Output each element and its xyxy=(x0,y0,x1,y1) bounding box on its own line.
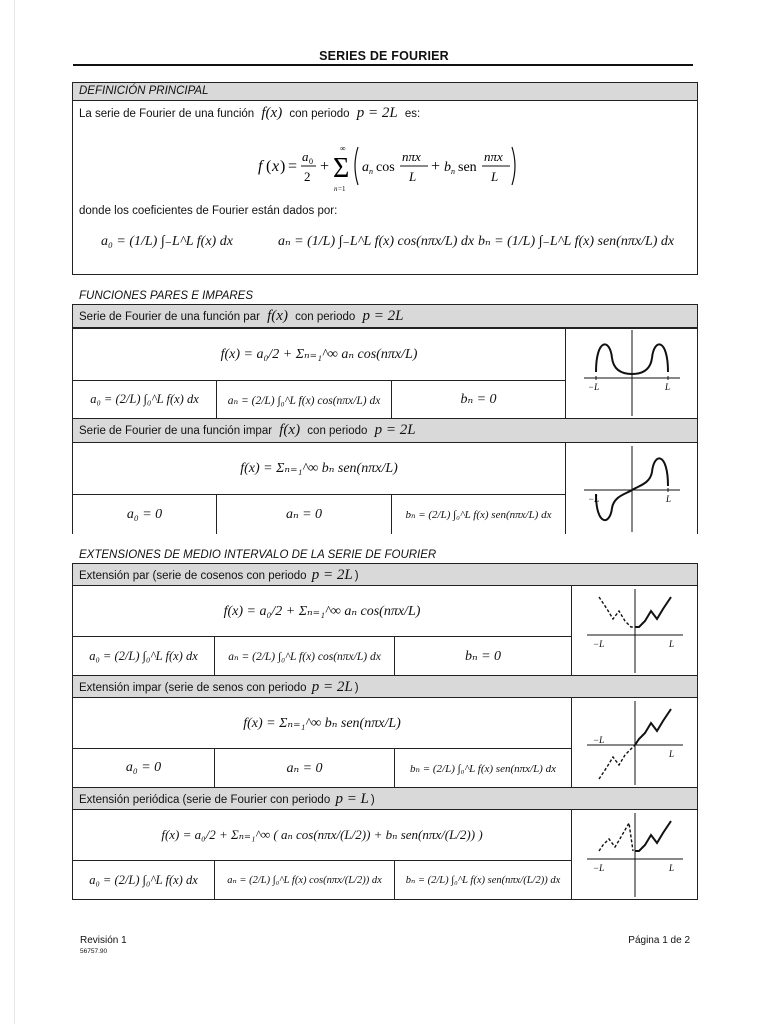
odd-ext-formula-cell: f(x) = Σₙ₌₁^∞ bₙ sen(nπx/L) xyxy=(72,697,572,749)
def-bn: bₙ = (1/L) ∫₋L^L f(x) sen(nπx/L) dx xyxy=(478,234,675,249)
odd-ext-a0-cell: a₀ = 0 xyxy=(72,748,215,788)
graph-label-pos: L xyxy=(668,862,674,873)
graph-label-pos: L xyxy=(668,638,674,649)
even-ext-graph-cell xyxy=(571,585,698,676)
half-range-section-title: EXTENSIONES DE MEDIO INTERVALO DE LA SERIE DE FOURIER xyxy=(79,549,437,561)
intro-func: f(x) xyxy=(261,105,283,121)
even-formula-cell: f(x) = a₀/2 + Σₙ₌₁^∞ aₙ cos(nπx/L) xyxy=(72,327,566,381)
odd-extension-graph xyxy=(585,699,685,787)
even-extension-graph xyxy=(585,587,685,675)
even-ext-formula-cell: f(x) = a₀/2 + Σₙ₌₁^∞ aₙ cos(nπx/L) xyxy=(72,585,572,637)
svg-text:=: = xyxy=(288,158,298,175)
svg-text:b: b xyxy=(444,160,451,175)
coefficients-text: donde los coeficientes de Fourier están dados por: xyxy=(79,205,338,217)
even-graph-cell xyxy=(565,327,698,419)
svg-text:a: a xyxy=(302,149,309,164)
odd-header: Serie de Fourier de una función impar f(x) con periodo p = 2L xyxy=(72,419,698,443)
svg-text:(: ( xyxy=(266,158,272,175)
graph-label-neg: −L xyxy=(592,734,604,745)
svg-text:sen: sen xyxy=(458,160,477,175)
even-ext-an-cell: aₙ = (2/L) ∫₀^L f(x) cos(nπx/L) dx xyxy=(214,636,395,676)
title-rule xyxy=(73,64,693,66)
odd-ext-header: Extensión impar (serie de senos con periodo p = 2L ) xyxy=(72,675,698,698)
footer-page-number: Página 1 de 2 xyxy=(628,935,690,946)
definition-header: DEFINICIÓN PRINCIPAL xyxy=(73,83,697,101)
def-a0: a₀ = (1/L) ∫₋L^L f(x) dx xyxy=(101,234,233,249)
def-an: aₙ = (1/L) ∫₋L^L f(x) cos(nπx/L) dx xyxy=(278,234,475,249)
odd-function-graph xyxy=(582,444,682,534)
graph-label-neg: −L xyxy=(592,638,604,649)
odd-bn-cell: bₙ = (2/L) ∫₀^L f(x) sen(nπx/L) dx xyxy=(391,494,566,534)
odd-a0-cell: a₀ = 0 xyxy=(72,494,217,534)
svg-text:n: n xyxy=(369,167,373,176)
graph-label-pos: L xyxy=(664,382,670,392)
svg-text:x: x xyxy=(272,158,280,175)
graph-label-neg: −L xyxy=(592,862,604,873)
periodic-ext-a0-cell: a₀ = (2/L) ∫₀^L f(x) dx xyxy=(72,860,215,900)
odd-ext-graph-cell xyxy=(571,697,698,788)
intro-period: p = 2L xyxy=(356,105,398,121)
even-header: Serie de Fourier de una función par f(x) con periodo p = 2L xyxy=(73,305,697,329)
graph-label-neg: −L xyxy=(587,493,599,504)
svg-text:nπx: nπx xyxy=(484,149,503,164)
even-function-graph xyxy=(582,328,682,418)
svg-text:): ) xyxy=(280,158,286,175)
even-ext-a0-cell: a₀ = (2/L) ∫₀^L f(x) dx xyxy=(72,636,215,676)
graph-label-neg: −L xyxy=(587,382,599,392)
even-odd-section-title: FUNCIONES PARES E IMPARES xyxy=(79,290,254,302)
even-ext-bn-cell: bₙ = 0 xyxy=(394,636,572,676)
svg-text:L: L xyxy=(491,169,499,184)
definition-intro: La serie de Fourier de una función f(x) con periodo p = 2L es: xyxy=(79,105,421,121)
odd-ext-an-cell: aₙ = 0 xyxy=(214,748,395,788)
graph-label-pos: L xyxy=(668,748,674,759)
even-bn-cell: bₙ = 0 xyxy=(391,380,566,419)
svg-text:f: f xyxy=(258,158,263,175)
svg-text:n: n xyxy=(334,185,338,193)
graph-label-pos: L xyxy=(665,493,671,504)
svg-text:2: 2 xyxy=(304,169,311,184)
even-an-cell: aₙ = (2/L) ∫₀^L f(x) cos(nπx/L) dx xyxy=(216,380,392,419)
even-a0-cell: a₀ = (2/L) ∫₀^L f(x) dx xyxy=(72,380,217,419)
definition-series-formula xyxy=(258,133,518,203)
svg-text:0: 0 xyxy=(309,157,313,166)
svg-text:nπx: nπx xyxy=(402,149,421,164)
even-ext-header: Extensión par (serie de cosenos con periodo p = 2L ) xyxy=(72,563,698,586)
svg-text:+: + xyxy=(431,158,441,175)
periodic-ext-bn-cell: bₙ = (2/L) ∫₀^L f(x) sen(nπx/(L/2)) dx xyxy=(394,860,572,900)
footer-revision: Revisión 1 xyxy=(80,935,127,946)
footer-code: 56757.90 xyxy=(80,948,108,955)
periodic-ext-formula-cell: f(x) = a₀/2 + Σₙ₌₁^∞ ( aₙ cos(nπx/(L/2)) + bₙ sen(nπx/(L/2)) ) xyxy=(72,809,572,861)
odd-graph-cell xyxy=(565,442,698,534)
odd-an-cell: aₙ = 0 xyxy=(216,494,392,534)
page-edge-line xyxy=(14,0,15,1024)
svg-text:cos: cos xyxy=(376,160,395,175)
svg-text:+: + xyxy=(320,158,330,175)
svg-text:Σ: Σ xyxy=(333,153,350,184)
svg-text:n: n xyxy=(451,167,455,176)
periodic-ext-an-cell: aₙ = (2/L) ∫₀^L f(x) cos(nπx/(L/2)) dx xyxy=(214,860,395,900)
svg-text:L: L xyxy=(409,169,417,184)
odd-ext-bn-cell: bₙ = (2/L) ∫₀^L f(x) sen(nπx/L) dx xyxy=(394,748,572,788)
odd-formula-cell: f(x) = Σₙ₌₁^∞ bₙ sen(nπx/L) xyxy=(72,442,566,495)
periodic-ext-header: Extensión periódica (serie de Fourier con periodo p = L ) xyxy=(72,787,698,810)
periodic-ext-graph-cell xyxy=(571,809,698,900)
page-title: SERIES DE FOURIER xyxy=(319,49,449,63)
svg-text:=1: =1 xyxy=(338,185,346,193)
svg-text:∞: ∞ xyxy=(340,144,346,153)
svg-text:a: a xyxy=(362,160,369,175)
periodic-extension-graph xyxy=(585,811,685,899)
definition-box xyxy=(72,82,698,275)
